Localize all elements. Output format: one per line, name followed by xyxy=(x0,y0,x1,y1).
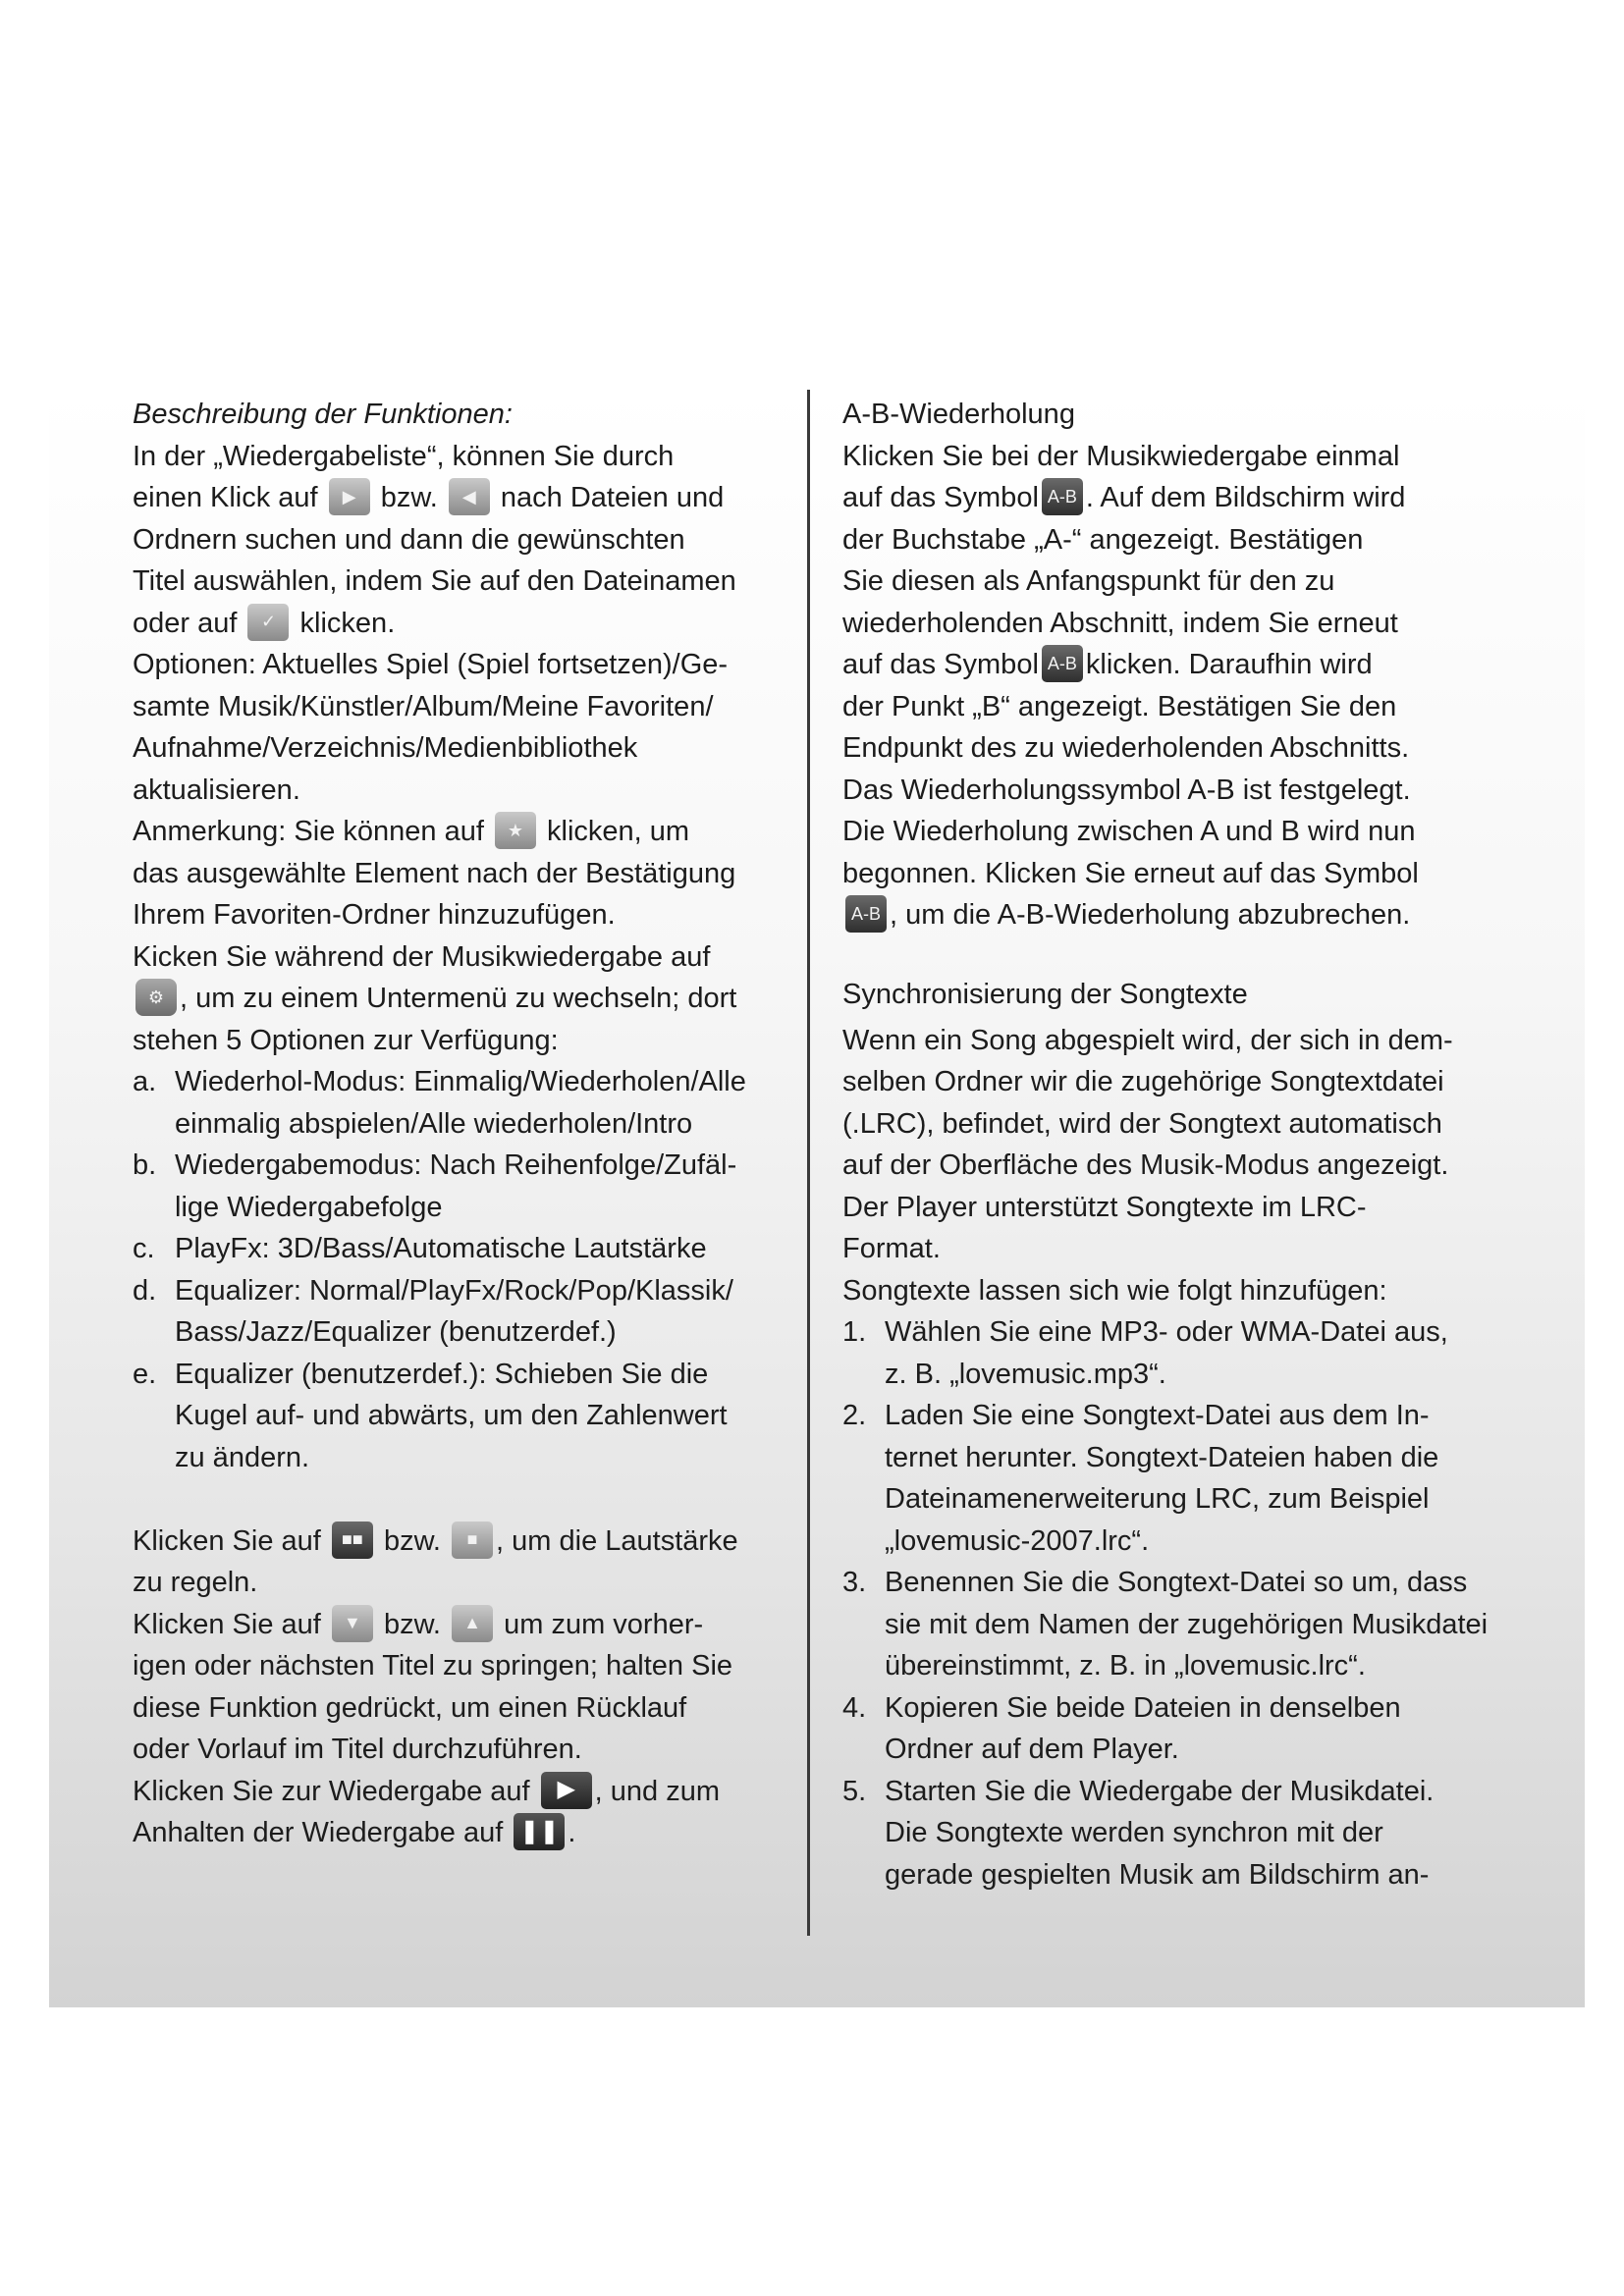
ab-repeat-icon: A-B xyxy=(845,895,887,933)
list-item: d. Equalizer: Normal/PlayFx/Rock/Pop/Klassik/ Bass/Jazz/Equalizer (benutzerdef.) xyxy=(133,1274,733,1348)
ab-repeat-icon: A-B xyxy=(1042,645,1083,682)
list-item: b. Wiedergabemodus: Nach Reihenfolge/Zufäl- lige Wiedergabefolge xyxy=(133,1149,737,1223)
add-favorite-icon: ★ xyxy=(495,812,536,849)
settings-gear-icon: ⚙ xyxy=(135,979,177,1016)
skip-up-icon: ▲ xyxy=(452,1605,493,1642)
play-paragraph: Klicken Sie zur Wiedergabe auf ▶ , und zum Anhalten der Wiedergabe auf ❚❚ . xyxy=(133,1771,795,1854)
list-item: e. Equalizer (benutzerdef.): Schieben Sie die Kugel auf- und abwärts, um den Zahlenwert zu ändern. xyxy=(133,1358,728,1473)
list-item: c. PlayFx: 3D/Bass/Automatische Lautstärke xyxy=(133,1233,707,1264)
volume-paragraph: Klicken Sie auf ■■ bzw. ■ , um die Lautstärke zu regeln. xyxy=(133,1521,795,1604)
ab-heading: A-B-Wiederholung xyxy=(842,399,1075,430)
ab-paragraph: Klicken Sie bei der Musikwiedergabe einmal auf das Symbol A-B . Auf dem Bildschirm wird der Buchstabe „A-“ angezeigt. Bestätigen Sie diesen als Anfangspunkt für den zu wiederholenden Abschnitt, indem Sie erneut auf das Symbol A-B klicken. Daraufhin wird der Punkt „B“ angezeigt. Bestätigen Sie den Endpunkt des zu wiederholenden Abschnitts. Das Wiederholungssymbol A-B ist festgelegt. Die Wiederholung zwischen A und B wird nun begonnen. Klicken Sie erneut auf das Symbol A-B , um die A-B-Wiederholung abzubrechen. xyxy=(842,440,1419,931)
options-paragraph: Optionen: Aktuelles Spiel (Spiel fortsetzen)/Ge- samte Musik/Künstler/Album/Meine Favoriten/ Aufnahme/Verzeichnis/Medienbibliothek aktualisieren. xyxy=(133,649,729,806)
ab-repeat-icon: A-B xyxy=(1042,478,1083,515)
sync-paragraph: Wenn ein Song abgespielt wird, der sich in dem- selben Ordner wir die zugehörige Songtextdatei (.LRC), befindet, wird der Songtext automatisch auf der Oberfläche des Musik-Modus angezeigt. Der Player unterstützt Songtexte im LRC- Format. Songtexte lassen sich wie folgt hinzufügen: xyxy=(842,1024,1453,1307)
list-item: 4. Kopieren Sie beide Dateien in denselben Ordner auf dem Player. xyxy=(842,1691,1401,1765)
options-list xyxy=(133,1061,795,1478)
playlist-paragraph: In der „Wiedergabeliste“, können Sie durch einen Klick auf ▶ bzw. ◀ nach Dateien und Ordnern suchen und dann die gewünschten Titel auswählen, indem Sie auf den Dateinamen oder auf ✓ klicken. xyxy=(133,440,736,639)
list-item: 2. Laden Sie eine Songtext-Datei aus dem In- ternet herunter. Songtext-Dateien haben die Dateinamenerweiterung LRC, zum Beispiel „lovemusic-2007.lrc“. xyxy=(842,1400,1439,1557)
next-arrow-icon: ▶ xyxy=(329,478,370,515)
list-item: 1. Wählen Sie eine MP3- oder WMA-Datei aus, z. B. „lovemusic.mp3“. xyxy=(842,1316,1448,1390)
sync-heading: Synchronisierung der Songtexte xyxy=(842,979,1248,1010)
volume-up-icon: ■■ xyxy=(332,1522,373,1559)
list-item: 3. Benennen Sie die Songtext-Datei so um, dass sie mit dem Namen der zugehörigen Musikdatei übereinstimmt, z. B. in „lovemusic.lrc“. xyxy=(842,1567,1489,1682)
list-item: a. Wiederhol-Modus: Einmalig/Wiederholen/Alle einmalig abspielen/Alle wiederholen/Intro xyxy=(133,1066,746,1140)
column-divider xyxy=(807,390,810,1936)
skip-down-icon: ▼ xyxy=(332,1605,373,1642)
note-paragraph: Anmerkung: Sie können auf ★ klicken, um das ausgewählte Element nach der Bestätigung Ihrem Favoriten-Ordner hinzuzufügen. xyxy=(133,811,795,936)
pause-icon: ❚❚ xyxy=(514,1813,565,1850)
volume-down-icon: ■ xyxy=(452,1522,493,1559)
left-column xyxy=(133,394,795,1854)
prev-arrow-icon: ◀ xyxy=(449,478,490,515)
confirm-checkmark-icon: ✓ xyxy=(247,604,289,641)
right-column xyxy=(842,394,1510,1896)
play-icon: ▶ xyxy=(541,1772,592,1809)
list-item: 5. Starten Sie die Wiedergabe der Musikdatei. Die Songtexte werden synchron mit der gerade gespielten Musik am Bildschirm an- xyxy=(842,1775,1435,1891)
functions-heading: Beschreibung der Funktionen: xyxy=(133,399,513,430)
steps-list xyxy=(842,1311,1510,1896)
submenu-paragraph: Kicken Sie während der Musikwiedergabe auf ⚙ , um zu einem Untermenü zu wechseln; dort stehen 5 Optionen zur Verfügung: xyxy=(133,940,737,1056)
skip-paragraph: Klicken Sie auf ▼ bzw. ▲ um zum vorher- igen oder nächsten Titel zu springen; halten Sie diese Funktion gedrückt, um einen Rücklauf oder Vorlauf im Titel durchzuführen. xyxy=(133,1604,795,1771)
